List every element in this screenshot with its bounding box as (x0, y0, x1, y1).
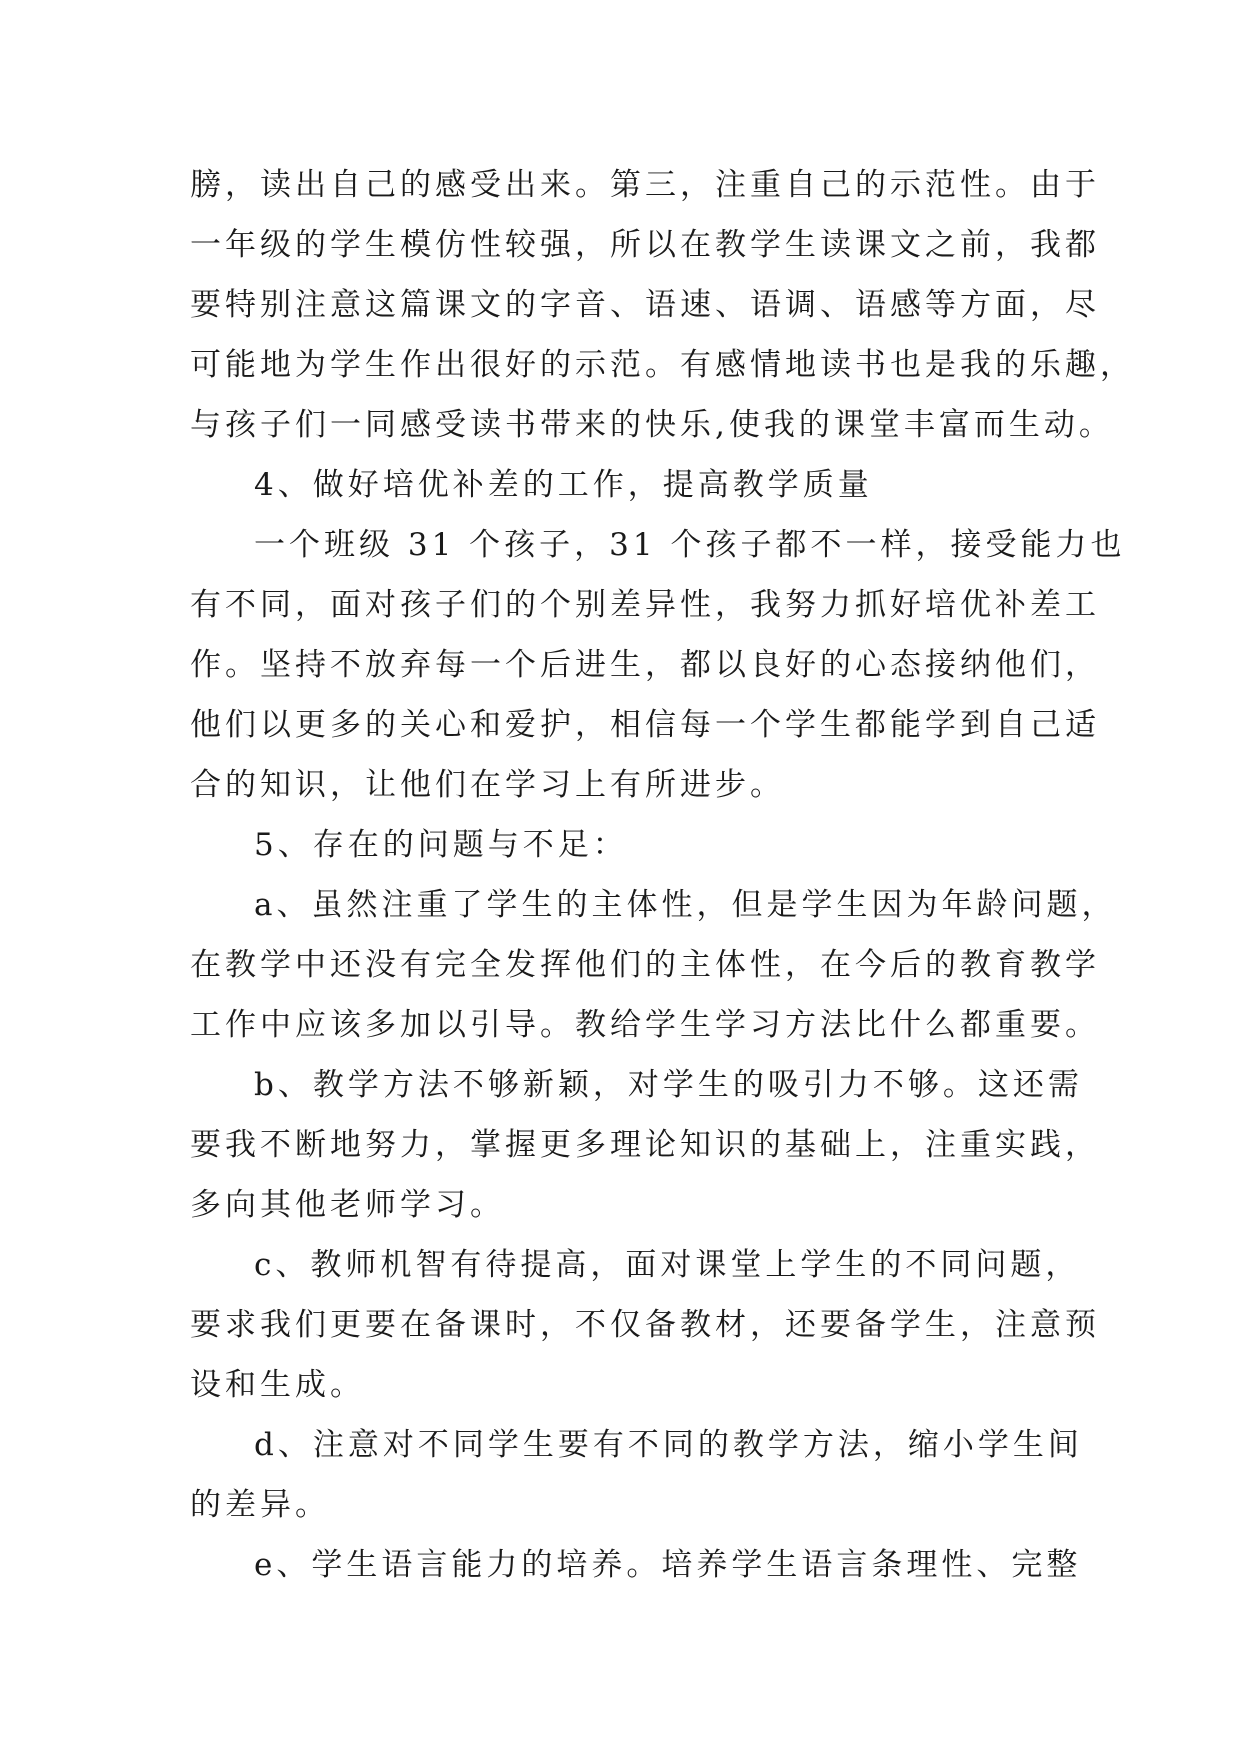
text-line: 有不同，面对孩子们的个别差异性，我努力抓好培优补差工 (190, 587, 1100, 623)
text-line: 的差异。 (190, 1487, 330, 1523)
list-item-b: b、教学方法不够新颖，对学生的吸引力不够。这还需 (254, 1067, 1083, 1103)
text-line: 一个班级 31 个孩子，31 个孩子都不一样，接受能力也 (254, 527, 1126, 563)
text-line: 与孩子们一同感受读书带来的快乐,使我的课堂丰富而生动。 (190, 407, 1114, 443)
text-line: 膀，读出自己的感受出来。第三，注重自己的示范性。由于 (190, 167, 1100, 203)
text-line: 合的知识，让他们在学习上有所进步。 (190, 767, 785, 803)
section-heading: 4、做好培优补差的工作，提高教学质量 (254, 467, 873, 503)
document-body (190, 155, 1135, 1595)
list-item-a: a、虽然注重了学生的主体性，但是学生因为年龄问题， (254, 887, 1117, 923)
text-line: 要特别注意这篇课文的字音、语速、语调、语感等方面，尽 (190, 287, 1100, 323)
list-item-d: d、注意对不同学生要有不同的教学方法，缩小学生间 (254, 1427, 1083, 1463)
text-line: 要我不断地努力，掌握更多理论知识的基础上，注重实践， (190, 1127, 1100, 1163)
section-heading: 5、存在的问题与不足： (254, 827, 628, 863)
text-line: 一年级的学生模仿性较强，所以在教学生读课文之前，我都 (190, 227, 1100, 263)
text-line: 工作中应该多加以引导。教给学生学习方法比什么都重要。 (190, 1007, 1100, 1043)
text-line: 多向其他老师学习。 (190, 1187, 505, 1223)
text-line: 他们以更多的关心和爱护，相信每一个学生都能学到自己适 (190, 707, 1100, 743)
text-line: 可能地为学生作出很好的示范。有感情地读书也是我的乐趣， (190, 347, 1135, 383)
text-line: 在教学中还没有完全发挥他们的主体性，在今后的教育教学 (190, 947, 1100, 983)
list-item-e: e、学生语言能力的培养。培养学生语言条理性、完整 (254, 1547, 1082, 1583)
text-line: 作。坚持不放弃每一个后进生，都以良好的心态接纳他们， (190, 647, 1100, 683)
text-line: 要求我们更要在备课时，不仅备教材，还要备学生，注意预 (190, 1307, 1100, 1343)
text-line: 设和生成。 (190, 1367, 365, 1403)
list-item-c: c、教师机智有待提高，面对课堂上学生的不同问题， (254, 1247, 1081, 1283)
